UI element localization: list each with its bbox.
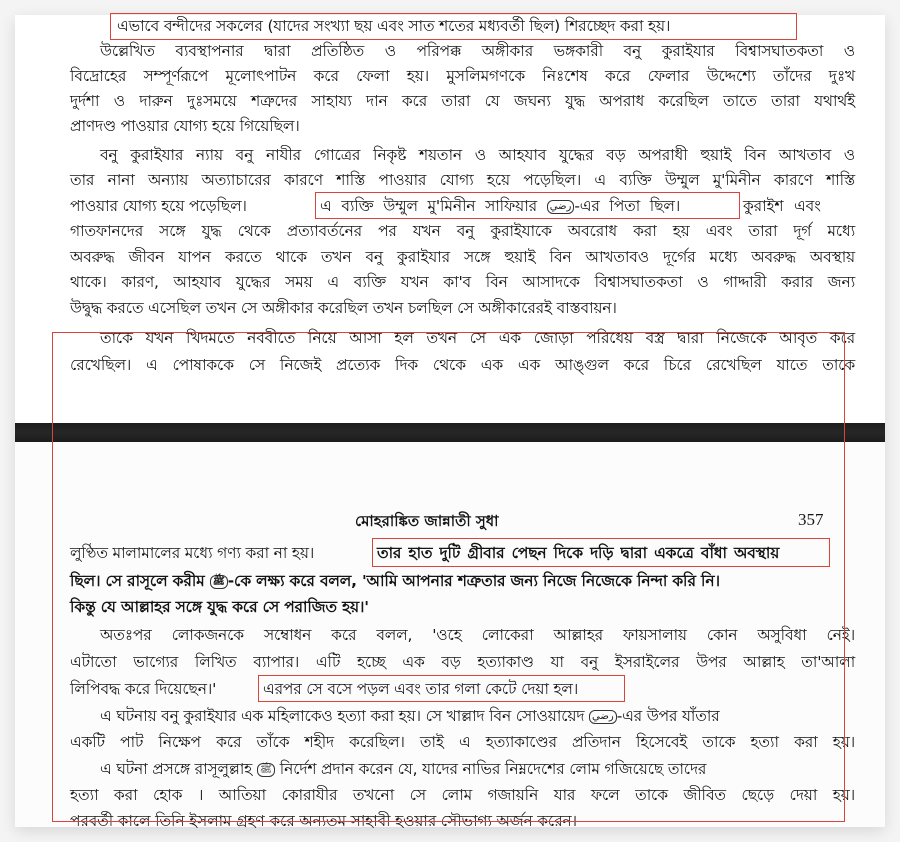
text-part: ছিল। সে রাসূলে করীম xyxy=(70,572,205,590)
page-divider-bar xyxy=(15,423,885,442)
text-line: কুরাইশ এবং xyxy=(743,197,821,215)
text-line: অতঃপর লোকজনকে সম্বোধন করে বলল, 'ওহে লোকেরা আল্লাহর ফায়সালায় কোন অসুবিধা নেই। xyxy=(100,626,855,644)
text-line: এভাবে বন্দীদের সকলের (যাদের সংখ্যা ছয় এবং সাত শতের মধ্যবর্তী ছিল) শিরচ্ছেদ করা হয়। xyxy=(117,17,671,35)
text-part: এ ঘটনা প্রসঙ্গে রাসূলুল্লাহ xyxy=(100,760,253,778)
text-line xyxy=(100,705,719,727)
text-line: অবরুদ্ধ জীবন যাপন করতে থাকে তখন বনু কুরাইযার সঙ্গে হুয়াই বিন আখতাবও দূর্গের মধ্যে অবরুদ্ধ অবস্থায় xyxy=(70,248,855,266)
text-line: এটাতো ভাগ্যের লিখিত ব্যাপার। এটি হচ্ছে এক বড় হত্যাকাণ্ড যা বনু ইসরাইলের উপর আল্লাহ তা'আলা xyxy=(70,653,855,671)
text-line: দুর্দশা ও দারুন দুঃসময়ে শত্রুদের সাহায্য দান করে তারা যে জঘন্য যুদ্ধ অপরাধ করেছিল তাতে তারা যথার্থই xyxy=(70,92,855,110)
text-part: -কে লক্ষ্য করে বলল, 'আমি আপনার শত্রুতার জন্য নিজে নিজেকে নিন্দা করি নি। xyxy=(227,572,720,590)
honorific-radiyallahu-icon: رضي xyxy=(589,710,617,724)
text-line: উদ্বুদ্ধ করতে এসেছিল তখন সে অঙ্গীকার করেছিল তখন চলছিল সে অঙ্গীকারেরই বাস্তবায়ন। xyxy=(70,299,617,317)
text-line: রেখেছিল। এ পোষাককে সে নিজেই প্রত্যেক দিক থেকে এক এক আঙ্গুল করে চিরে রেখেছিল যাতে তাকে xyxy=(70,356,855,374)
honorific-salawat-icon: ﷺ xyxy=(210,575,228,589)
text-part: নির্দেশ প্রদান করেন যে, যাদের নাভির নিম্নদেশের লোম গজিয়েছে তাদের xyxy=(279,760,707,778)
text-line: বিদ্রোহের সম্পূর্ণরূপে মূলোৎপাটন করে ফেলা হয়। মুসলিমগণকে নিঃশেষ করে ফেলার উদ্দেশ্যে তাঁদের দুঃখ xyxy=(70,67,855,85)
text-part: এ ঘটনায় বনু কুরাইযার এক মহিলাকেও হত্যা করা হয়। সে খাল্লাদ বিন সোওয়ায়েদ xyxy=(100,707,585,725)
highlighted-text xyxy=(320,195,680,217)
text-line: লিপিবদ্ধ করে দিয়েছেন।' xyxy=(70,680,217,698)
running-header-title: মোহরাঙ্কিত জান্নাতী সুধা xyxy=(355,512,499,530)
document-sheet xyxy=(15,15,885,830)
text-part: -এর উপর যাঁতার xyxy=(616,707,720,725)
text-line xyxy=(70,570,720,592)
page-number: 357 xyxy=(798,510,824,529)
highlighted-text: তার হাত দুটি গ্রীবার পেছন দিকে দড়ি দ্বারা একত্রে বাঁধা অবস্থায় xyxy=(377,544,780,562)
text-line: উল্লেখিত ব্যবস্থাপনার দ্বারা প্রতিষ্ঠিত ও পরিপক্ক অঙ্গীকার ভঙ্গকারী বনু কুরাইযার বিশ্বাসঘাতকতা ও xyxy=(100,42,855,60)
text-line: প্রাণদণ্ড পাওয়ার যোগ্য হয়ে গিয়েছিল। xyxy=(70,117,300,135)
text-line: একটি পাট নিক্ষেপ করে তাঁকে শহীদ করেছিল। তাই এ হত্যাকাণ্ডের প্রতিদান হিসেবেই তাকে হত্যা করা হয়। xyxy=(70,733,855,751)
text-line: বনু কুরাইযার ন্যায় বনু নাযীর গোত্রের নিকৃষ্ট শয়তান ও আহযাব যুদ্ধের বড় অপরাধী হুয়াই বিন আখতাব ও xyxy=(100,146,855,164)
text-line: গাতফানদের সঙ্গে যুদ্ধ থেকে প্রত্যাবর্তনের পর যখন বনু কুরাইযাকে অবরোধ করা হয় এবং তারা দূর্গ মধ্যে xyxy=(70,222,855,240)
highlight-text-part-2: -এর পিতা ছিল। xyxy=(574,197,681,215)
text-line: হত্যা করা হোক । আতিয়া কোরাযীর তখনো সে লোম গজায়নি যার ফলে তাকে জীবিত ছেড়ে দেয়া হয়। xyxy=(70,786,855,804)
text-line: লুণ্ঠিত মালামালের মধ্যে গণ্য করা না হয়। xyxy=(70,544,315,562)
text-line: তাকে যখন খিদমতে নববীতে নিয়ে আসা হল তখন সে এক জোড়া পরিধেয় বস্ত্র দ্বারা নিজেকে আবৃত করে xyxy=(100,329,855,347)
honorific-salawat-icon: ﷺ xyxy=(257,763,275,777)
text-line: পরবর্তী কালে তিনি ইসলাম গ্রহণ করে অন্যতম সাহাবী হওয়ার সৌভাগ্য অর্জন করেন। xyxy=(70,812,577,830)
text-line: থাকে। কারণ, আহযাব যুদ্ধের সময় এ ব্যক্তি যখন কা'ব বিন আসাদকে বিশ্বাসঘাতকতা ও গাদ্দারী করার জন্য xyxy=(70,273,855,291)
text-line xyxy=(100,758,706,780)
highlight-text-part-1: এ ব্যক্তি উম্মুল মু'মিনীন সাফিয়ার xyxy=(320,197,537,215)
honorific-radiyallahu-icon: رضي xyxy=(547,200,575,214)
highlighted-text: এরপর সে বসে পড়ল এবং তার গলা কেটে দেয়া হল। xyxy=(263,680,579,698)
text-line: তার নানা অন্যায় অত্যাচারের কারণে শাস্তি পাওয়ার যোগ্য হয়ে পড়েছিল। এ ব্যক্তি উম্মুল মু'মিনীন কারণে শাস্তি xyxy=(70,171,855,189)
text-line: পাওয়ার যোগ্য হয়ে পড়েছিল। xyxy=(70,197,247,215)
text-line: কিন্তু যে আল্লাহর সঙ্গে যুদ্ধ করে সে পরাজিত হয়।' xyxy=(70,598,369,616)
